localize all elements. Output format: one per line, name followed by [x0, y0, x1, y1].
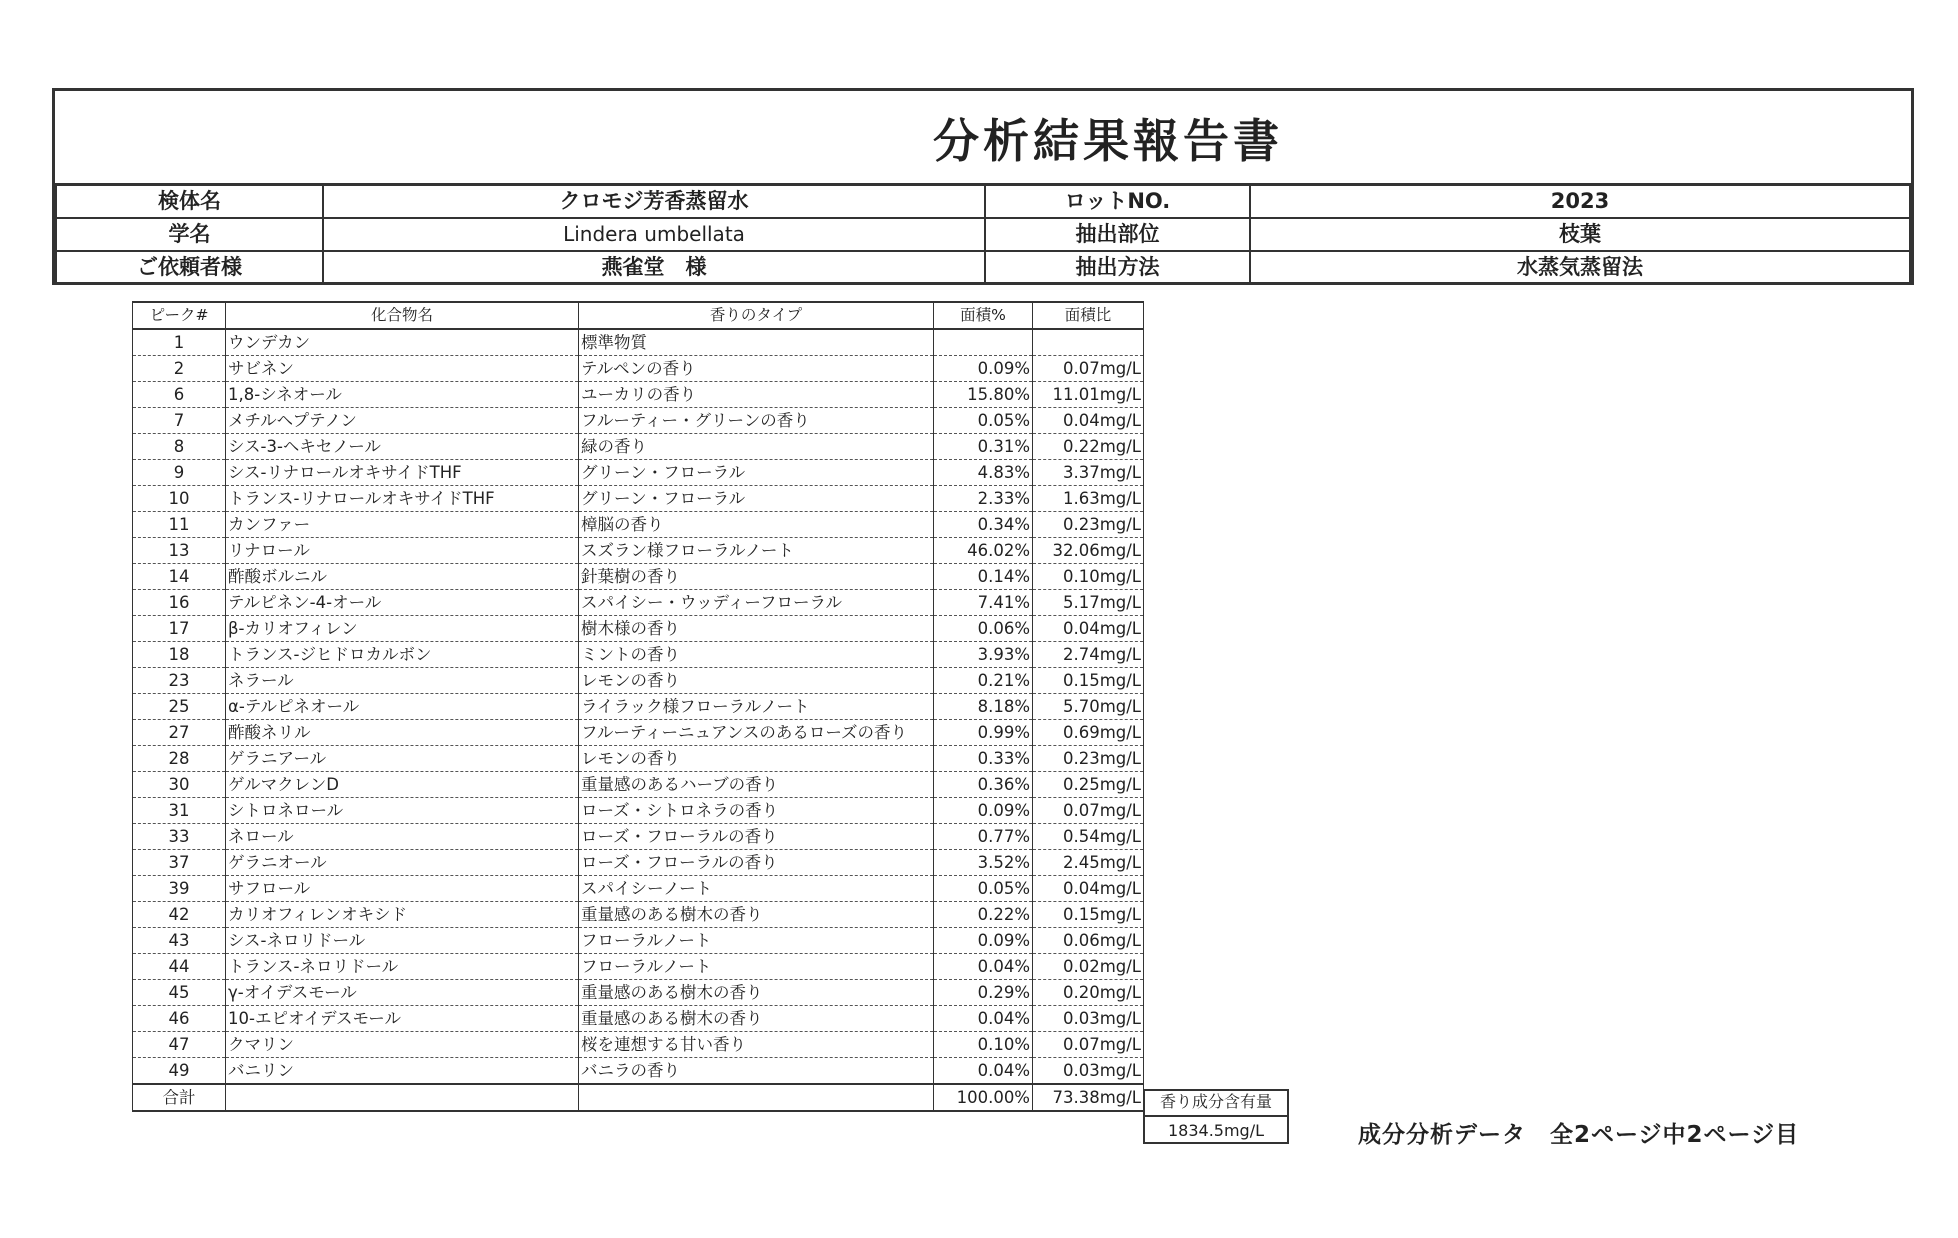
- scientific-name-label: 学名: [56, 218, 323, 251]
- area-ratio: 0.07mg/L: [1033, 1032, 1144, 1058]
- compound-name: α-テルピネオール: [226, 694, 579, 720]
- header-peak: ピーク#: [133, 302, 226, 329]
- aroma-type: ローズ・フローラルの香り: [579, 850, 934, 876]
- area-percent: 3.93%: [934, 642, 1033, 668]
- table-row: [133, 980, 1144, 1006]
- peak-number: 7: [133, 408, 226, 434]
- compound-name: トランス-ネロリドール: [226, 954, 579, 980]
- area-ratio: 0.15mg/L: [1033, 668, 1144, 694]
- lot-label: ロットNO.: [985, 185, 1250, 219]
- table-row: [133, 902, 1144, 928]
- peak-number: 31: [133, 798, 226, 824]
- compound-name: ウンデカン: [226, 329, 579, 356]
- compound-name: トランス-ジヒドロカルボン: [226, 642, 579, 668]
- area-ratio: 0.23mg/L: [1033, 746, 1144, 772]
- total-row: [133, 1084, 1144, 1111]
- aroma-content-value: 1834.5mg/L: [1143, 1115, 1289, 1144]
- table-row: [133, 928, 1144, 954]
- peak-number: 23: [133, 668, 226, 694]
- compound-name: 10-エピオイデスモール: [226, 1006, 579, 1032]
- aroma-type: 重量感のある樹木の香り: [579, 980, 934, 1006]
- header-area-ratio: 面積比: [1033, 302, 1144, 329]
- peak-number: 11: [133, 512, 226, 538]
- aroma-type: スパイシーノート: [579, 876, 934, 902]
- compound-name: バニリン: [226, 1058, 579, 1085]
- client-value: 燕雀堂 様: [323, 251, 985, 284]
- peak-number: 2: [133, 356, 226, 382]
- table-row: [133, 616, 1144, 642]
- area-ratio: 0.23mg/L: [1033, 512, 1144, 538]
- aroma-content-label: 香り成分含有量: [1143, 1089, 1289, 1115]
- table-row: [133, 850, 1144, 876]
- peak-number: 49: [133, 1058, 226, 1085]
- peak-number: 46: [133, 1006, 226, 1032]
- area-ratio: 32.06mg/L: [1033, 538, 1144, 564]
- peak-number: 43: [133, 928, 226, 954]
- area-ratio: 0.06mg/L: [1033, 928, 1144, 954]
- area-percent: 0.10%: [934, 1032, 1033, 1058]
- total-type-blank: [579, 1084, 934, 1111]
- area-ratio: 0.02mg/L: [1033, 954, 1144, 980]
- compound-name: テルピネン-4-オール: [226, 590, 579, 616]
- area-ratio: 0.20mg/L: [1033, 980, 1144, 1006]
- table-row: [133, 329, 1144, 356]
- area-percent: 0.33%: [934, 746, 1033, 772]
- compound-name: リナロール: [226, 538, 579, 564]
- table-row: [133, 590, 1144, 616]
- sample-name-value: クロモジ芳香蒸留水: [323, 185, 985, 219]
- extraction-part-value: 枝葉: [1250, 218, 1910, 251]
- area-percent: 0.22%: [934, 902, 1033, 928]
- area-ratio: 2.74mg/L: [1033, 642, 1144, 668]
- aroma-type: フルーティー・グリーンの香り: [579, 408, 934, 434]
- area-ratio: [1033, 329, 1144, 356]
- peak-number: 9: [133, 460, 226, 486]
- table-row: [133, 512, 1144, 538]
- compound-name: シス-ネロリドール: [226, 928, 579, 954]
- total-area-percent: 100.00%: [934, 1084, 1033, 1111]
- table-row: [133, 408, 1144, 434]
- compound-name: 酢酸ボルニル: [226, 564, 579, 590]
- component-analysis-table: [132, 301, 1144, 1112]
- compound-name: γ-オイデスモール: [226, 980, 579, 1006]
- table-row: [133, 1006, 1144, 1032]
- aroma-type: ローズ・シトロネラの香り: [579, 798, 934, 824]
- lot-value: 2023: [1250, 185, 1910, 219]
- table-row: [133, 720, 1144, 746]
- info-row: [56, 251, 1910, 284]
- aroma-type: ユーカリの香り: [579, 382, 934, 408]
- peak-number: 10: [133, 486, 226, 512]
- compound-name: ゲルマクレンD: [226, 772, 579, 798]
- peak-number: 39: [133, 876, 226, 902]
- aroma-type: テルペンの香り: [579, 356, 934, 382]
- aroma-type: 重量感のあるハーブの香り: [579, 772, 934, 798]
- area-percent: 7.41%: [934, 590, 1033, 616]
- extraction-method-value: 水蒸気蒸留法: [1250, 251, 1910, 284]
- table-row: [133, 876, 1144, 902]
- area-percent: 15.80%: [934, 382, 1033, 408]
- peak-number: 1: [133, 329, 226, 356]
- peak-number: 16: [133, 590, 226, 616]
- compound-name: シス-3-ヘキセノール: [226, 434, 579, 460]
- table-row: [133, 538, 1144, 564]
- area-percent: 0.06%: [934, 616, 1033, 642]
- table-row: [133, 824, 1144, 850]
- area-percent: 0.36%: [934, 772, 1033, 798]
- area-ratio: 1.63mg/L: [1033, 486, 1144, 512]
- table-header-row: [133, 302, 1144, 329]
- area-ratio: 5.17mg/L: [1033, 590, 1144, 616]
- table-row: [133, 382, 1144, 408]
- area-ratio: 0.69mg/L: [1033, 720, 1144, 746]
- area-percent: 46.02%: [934, 538, 1033, 564]
- area-ratio: 0.07mg/L: [1033, 798, 1144, 824]
- header-aroma-type: 香りのタイプ: [579, 302, 934, 329]
- table-row: [133, 746, 1144, 772]
- compound-name: ゲラニアール: [226, 746, 579, 772]
- compound-name: ネラール: [226, 668, 579, 694]
- peak-number: 6: [133, 382, 226, 408]
- aroma-type: グリーン・フローラル: [579, 460, 934, 486]
- compound-name: シス-リナロールオキサイドTHF: [226, 460, 579, 486]
- compound-name: クマリン: [226, 1032, 579, 1058]
- aroma-type: 桜を連想する甘い香り: [579, 1032, 934, 1058]
- area-percent: 0.05%: [934, 876, 1033, 902]
- info-row: [56, 218, 1910, 251]
- area-percent: 4.83%: [934, 460, 1033, 486]
- area-ratio: 0.54mg/L: [1033, 824, 1144, 850]
- total-name-blank: [226, 1084, 579, 1111]
- report-title: 分析結果報告書: [933, 114, 1283, 168]
- compound-name: ネロール: [226, 824, 579, 850]
- aroma-type: フルーティーニュアンスのあるローズの香り: [579, 720, 934, 746]
- table-row: [133, 434, 1144, 460]
- aroma-type: ライラック様フローラルノート: [579, 694, 934, 720]
- aroma-type: 重量感のある樹木の香り: [579, 1006, 934, 1032]
- area-percent: 0.14%: [934, 564, 1033, 590]
- table-row: [133, 564, 1144, 590]
- area-ratio: 5.70mg/L: [1033, 694, 1144, 720]
- area-ratio: 0.07mg/L: [1033, 356, 1144, 382]
- peak-number: 17: [133, 616, 226, 642]
- info-row: [56, 185, 1910, 219]
- peak-number: 27: [133, 720, 226, 746]
- table-row: [133, 954, 1144, 980]
- area-percent: 0.99%: [934, 720, 1033, 746]
- extraction-part-label: 抽出部位: [985, 218, 1250, 251]
- peak-number: 47: [133, 1032, 226, 1058]
- client-label: ご依頼者様: [56, 251, 323, 284]
- compound-name: メチルヘプテノン: [226, 408, 579, 434]
- peak-number: 13: [133, 538, 226, 564]
- peak-number: 28: [133, 746, 226, 772]
- sample-name-label: 検体名: [56, 185, 323, 219]
- peak-number: 18: [133, 642, 226, 668]
- aroma-type: ミントの香り: [579, 642, 934, 668]
- area-percent: 8.18%: [934, 694, 1033, 720]
- table-row: [133, 668, 1144, 694]
- table-row: [133, 1032, 1144, 1058]
- compound-name: 1,8-シネオール: [226, 382, 579, 408]
- peak-number: 33: [133, 824, 226, 850]
- peak-number: 37: [133, 850, 226, 876]
- table-row: [133, 642, 1144, 668]
- area-ratio: 0.04mg/L: [1033, 876, 1144, 902]
- peak-number: 45: [133, 980, 226, 1006]
- area-ratio: 2.45mg/L: [1033, 850, 1144, 876]
- table-body: [133, 329, 1144, 1111]
- table-row: [133, 1058, 1144, 1085]
- aroma-type: レモンの香り: [579, 746, 934, 772]
- peak-number: 44: [133, 954, 226, 980]
- aroma-type: 重量感のある樹木の香り: [579, 902, 934, 928]
- sample-info-table: [55, 183, 1911, 285]
- aroma-type: バニラの香り: [579, 1058, 934, 1085]
- area-ratio: 0.03mg/L: [1033, 1006, 1144, 1032]
- scientific-name-value: Lindera umbellata: [323, 218, 985, 251]
- area-ratio: 0.03mg/L: [1033, 1058, 1144, 1085]
- aroma-type: グリーン・フローラル: [579, 486, 934, 512]
- compound-name: サビネン: [226, 356, 579, 382]
- area-ratio: 0.10mg/L: [1033, 564, 1144, 590]
- aroma-type: 緑の香り: [579, 434, 934, 460]
- table-row: [133, 486, 1144, 512]
- peak-number: 14: [133, 564, 226, 590]
- area-ratio: 0.22mg/L: [1033, 434, 1144, 460]
- peak-number: 25: [133, 694, 226, 720]
- area-ratio: 0.04mg/L: [1033, 616, 1144, 642]
- extraction-method-label: 抽出方法: [985, 251, 1250, 284]
- report-header: [52, 88, 1914, 285]
- peak-number: 30: [133, 772, 226, 798]
- area-percent: 0.31%: [934, 434, 1033, 460]
- aroma-type: ローズ・フローラルの香り: [579, 824, 934, 850]
- area-percent: 0.04%: [934, 1058, 1033, 1085]
- compound-name: カンファー: [226, 512, 579, 538]
- area-ratio: 11.01mg/L: [1033, 382, 1144, 408]
- area-percent: 0.77%: [934, 824, 1033, 850]
- area-ratio: 0.15mg/L: [1033, 902, 1144, 928]
- peak-number: 8: [133, 434, 226, 460]
- area-ratio: 0.04mg/L: [1033, 408, 1144, 434]
- area-percent: 0.04%: [934, 954, 1033, 980]
- aroma-type: 針葉樹の香り: [579, 564, 934, 590]
- compound-name: 酢酸ネリル: [226, 720, 579, 746]
- area-percent: 0.05%: [934, 408, 1033, 434]
- compound-name: トランス-リナロールオキサイドTHF: [226, 486, 579, 512]
- area-percent: 0.29%: [934, 980, 1033, 1006]
- aroma-type: スパイシー・ウッディーフローラル: [579, 590, 934, 616]
- table-row: [133, 356, 1144, 382]
- table-row: [133, 772, 1144, 798]
- compound-name: β-カリオフィレン: [226, 616, 579, 642]
- area-percent: 0.09%: [934, 356, 1033, 382]
- aroma-type: フローラルノート: [579, 928, 934, 954]
- compound-name: カリオフィレンオキシド: [226, 902, 579, 928]
- area-percent: [934, 329, 1033, 356]
- area-ratio: 3.37mg/L: [1033, 460, 1144, 486]
- table-row: [133, 460, 1144, 486]
- area-percent: 0.34%: [934, 512, 1033, 538]
- area-ratio: 0.25mg/L: [1033, 772, 1144, 798]
- total-area-ratio: 73.38mg/L: [1033, 1084, 1144, 1111]
- header-compound: 化合物名: [226, 302, 579, 329]
- table-row: [133, 694, 1144, 720]
- area-percent: 2.33%: [934, 486, 1033, 512]
- table-row: [133, 798, 1144, 824]
- area-percent: 0.09%: [934, 798, 1033, 824]
- page-footer: 成分分析データ 全2ページ中2ページ目: [1358, 1122, 1800, 1148]
- aroma-type: フローラルノート: [579, 954, 934, 980]
- header-area-percent: 面積%: [934, 302, 1033, 329]
- area-percent: 0.21%: [934, 668, 1033, 694]
- area-percent: 3.52%: [934, 850, 1033, 876]
- aroma-type: レモンの香り: [579, 668, 934, 694]
- compound-name: ゲラニオール: [226, 850, 579, 876]
- area-percent: 0.09%: [934, 928, 1033, 954]
- compound-name: シトロネロール: [226, 798, 579, 824]
- aroma-type: 樟脳の香り: [579, 512, 934, 538]
- peak-number: 42: [133, 902, 226, 928]
- compound-name: サフロール: [226, 876, 579, 902]
- aroma-type: 標準物質: [579, 329, 934, 356]
- total-label: 合計: [133, 1084, 226, 1111]
- aroma-type: スズラン様フローラルノート: [579, 538, 934, 564]
- aroma-type: 樹木様の香り: [579, 616, 934, 642]
- area-percent: 0.04%: [934, 1006, 1033, 1032]
